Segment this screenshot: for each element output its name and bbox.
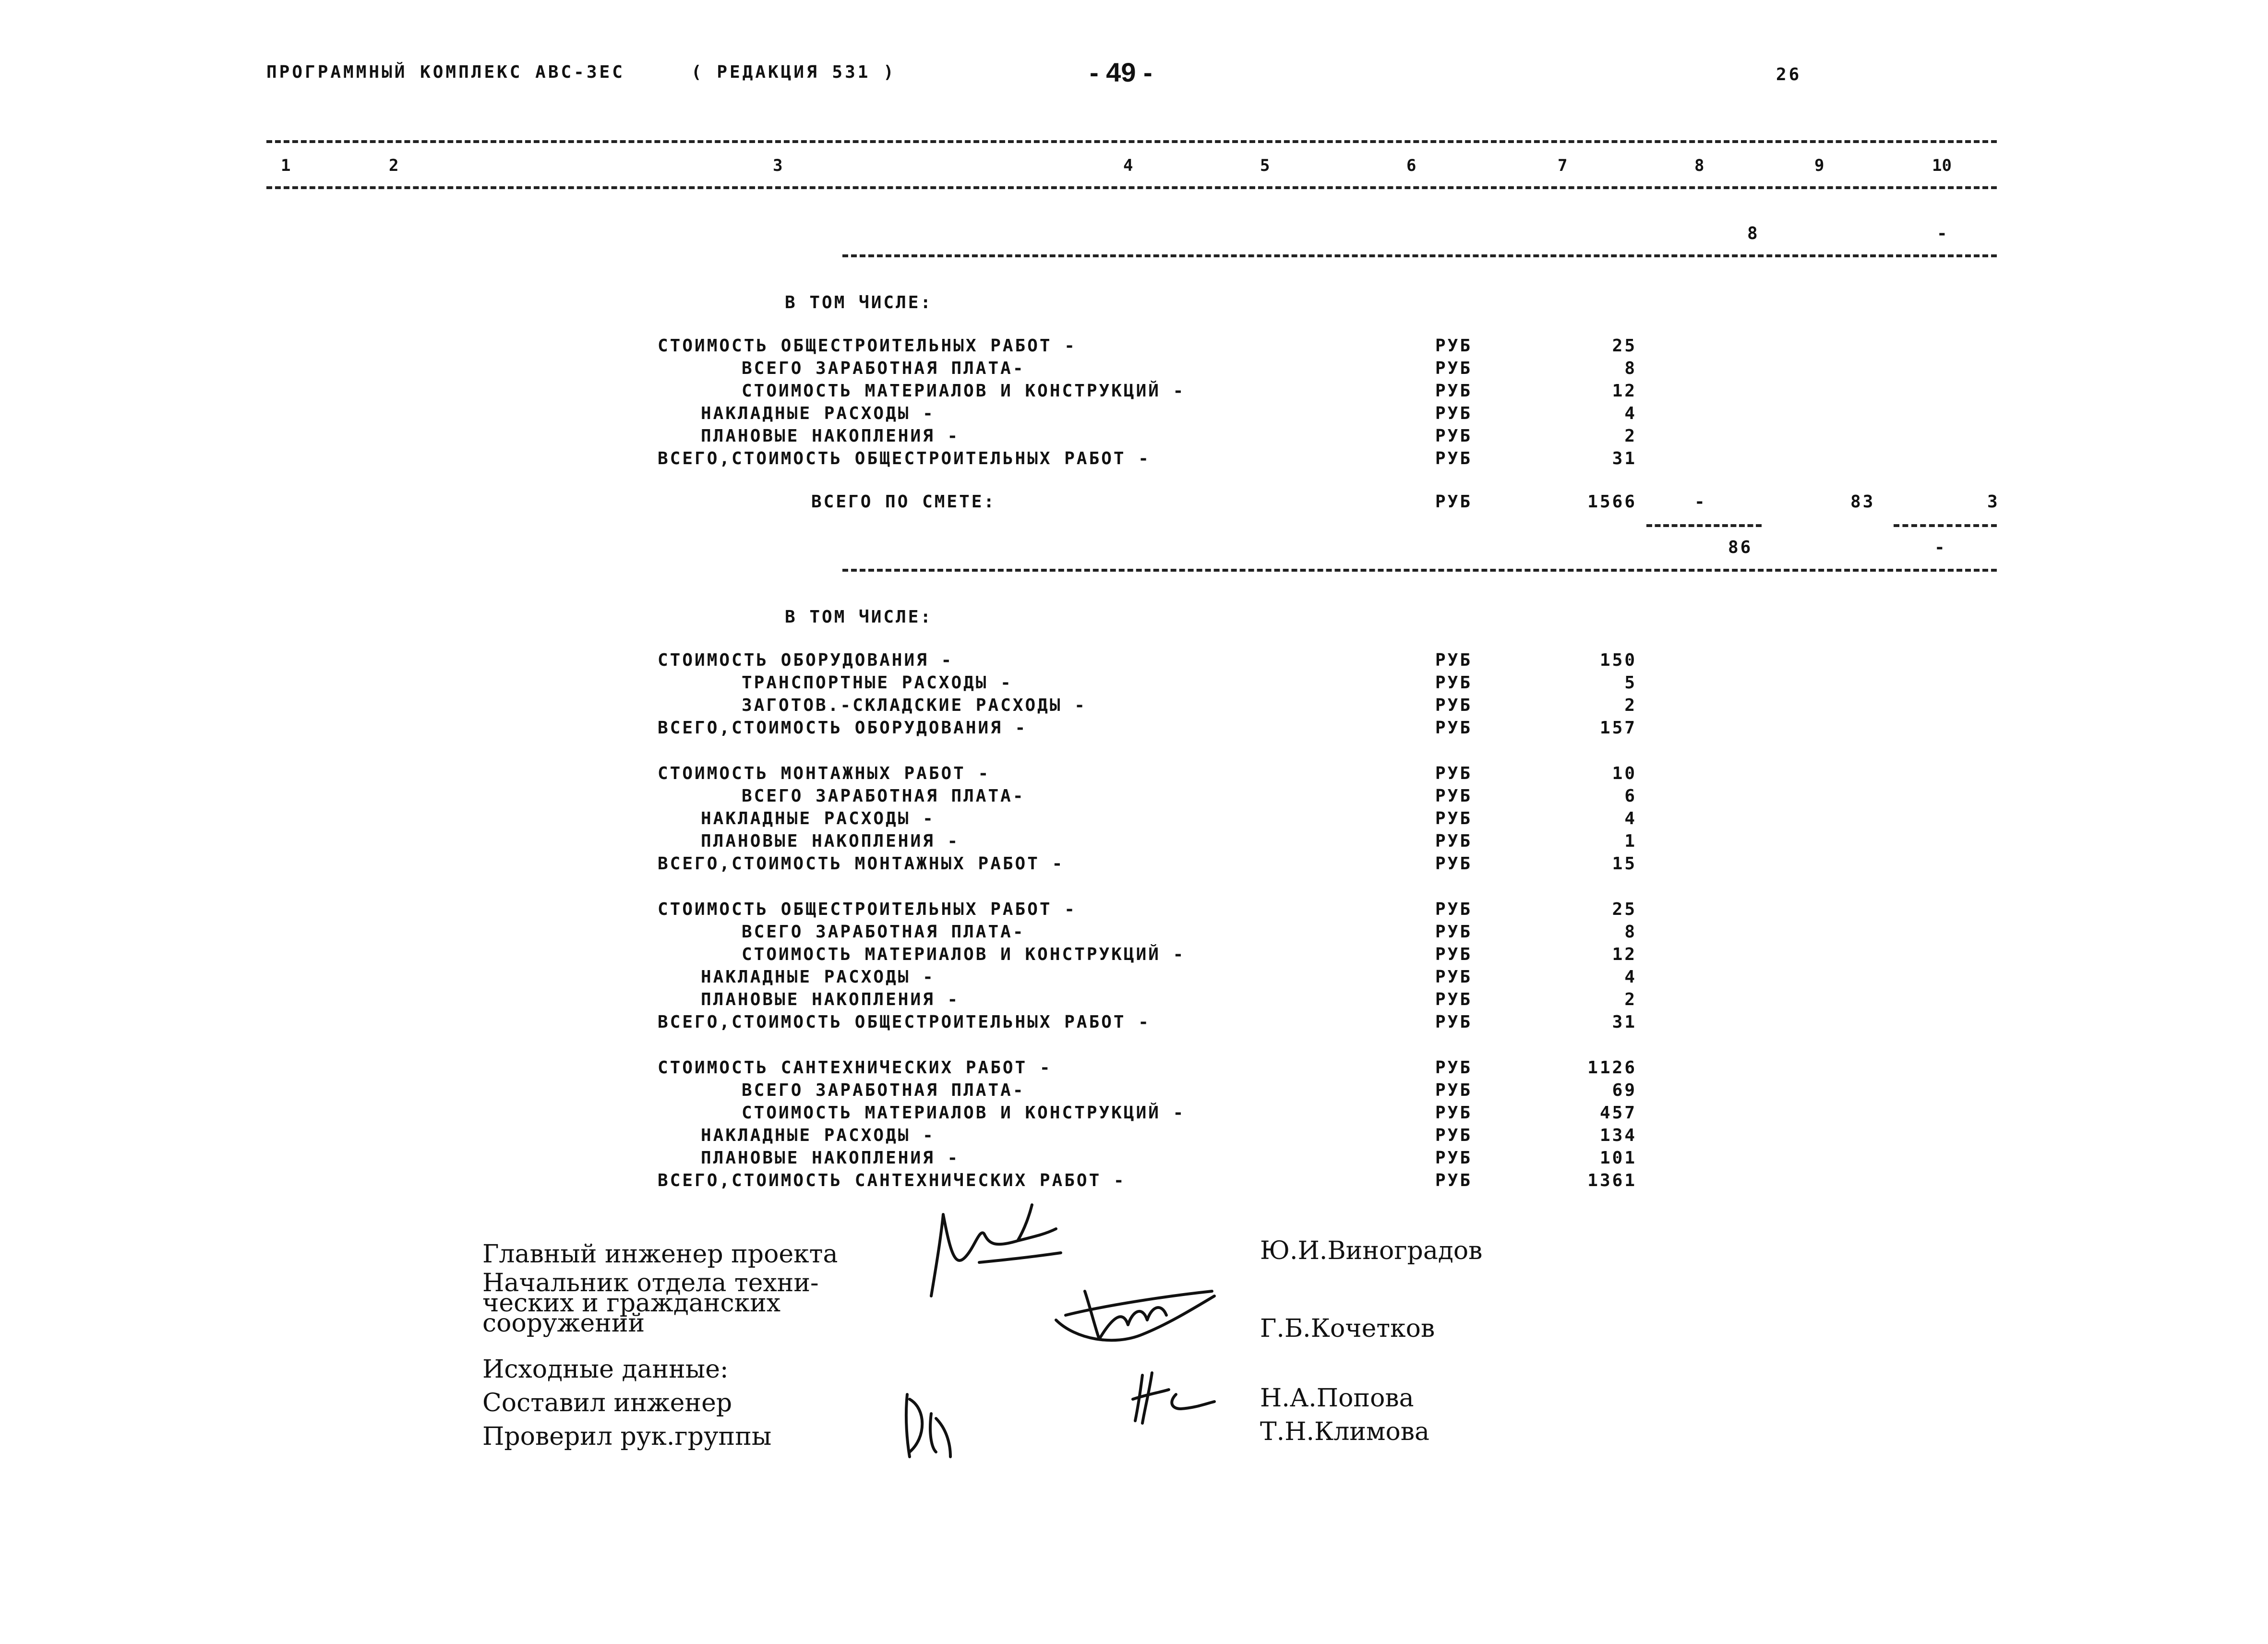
cost-value: 15 — [1612, 854, 1637, 874]
cost-row — [0, 1126, 1637, 1149]
cost-value: 31 — [1612, 1012, 1637, 1032]
cost-value: 25 — [1612, 900, 1637, 919]
cost-value: 31 — [1612, 449, 1637, 468]
cost-value: 4 — [1624, 967, 1637, 987]
cost-label: СТОИМОСТЬ МАТЕРИАЛОВ И КОНСТРУКЦИЙ - — [742, 381, 1186, 401]
cost-unit: РУБ — [1435, 1126, 1473, 1145]
cost-label: СТОИМОСТЬ МАТЕРИАЛОВ И КОНСТРУКЦИЙ - — [742, 1103, 1186, 1123]
cost-value: 12 — [1612, 945, 1637, 964]
cost-value: 8 — [1624, 922, 1637, 942]
cost-value: 5 — [1624, 673, 1637, 693]
cost-row — [0, 336, 1637, 359]
cost-row — [0, 404, 1637, 427]
cost-label: ТРАНСПОРТНЫЕ РАСХОДЫ - — [742, 673, 1013, 693]
column-number: 6 — [1406, 156, 1416, 175]
total-value: 1566 — [1587, 492, 1637, 512]
total-col10-below: - — [1934, 538, 1947, 557]
cost-label: ВСЕГО,СТОИМОСТЬ ОБЩЕСТРОИТЕЛЬНЫХ РАБОТ - — [658, 449, 1151, 468]
cost-label: ВСЕГО,СТОИМОСТЬ ОБЩЕСТРОИТЕЛЬНЫХ РАБОТ - — [658, 1012, 1151, 1032]
cost-row — [0, 381, 1637, 404]
cost-label: ВСЕГО,СТОИМОСТЬ ОБОРУДОВАНИЯ - — [658, 718, 1028, 738]
cost-unit: РУБ — [1435, 673, 1473, 693]
column-number: 2 — [389, 156, 399, 175]
cost-value: 157 — [1599, 718, 1637, 738]
cost-unit: РУБ — [1435, 1080, 1473, 1100]
column-number: 1 — [281, 156, 291, 175]
cost-value: 1126 — [1587, 1058, 1637, 1078]
top-dashed-rule — [266, 140, 1997, 143]
section1-heading: В ТОМ ЧИСЛЕ: — [785, 293, 933, 312]
cost-unit: РУБ — [1435, 764, 1473, 783]
cost-label: ВСЕГО,СТОИМОСТЬ МОНТАЖНЫХ РАБОТ - — [658, 854, 1065, 874]
cost-value: 1 — [1624, 831, 1637, 851]
cost-row — [0, 922, 1637, 945]
cost-value: 101 — [1599, 1148, 1637, 1168]
cost-row — [0, 1171, 1637, 1194]
cost-label: ПЛАНОВЫЕ НАКОПЛЕНИЯ - — [701, 990, 960, 1009]
cost-row — [0, 809, 1637, 832]
cost-value: 12 — [1612, 381, 1637, 401]
program-title: ПРОГРАММНЫЙ КОМПЛЕКС АВС-ЗЕС — [266, 62, 625, 82]
column-number: 9 — [1814, 156, 1824, 175]
cost-label: НАКЛАДНЫЕ РАСХОДЫ - — [701, 809, 935, 828]
cost-row — [0, 696, 1637, 719]
cost-label: ВСЕГО,СТОИМОСТЬ САНТЕХНИЧЕСКИХ РАБОТ - — [658, 1171, 1126, 1190]
cost-row — [0, 1012, 1637, 1035]
signature-checker — [898, 1390, 965, 1462]
cost-unit: РУБ — [1435, 786, 1473, 806]
total-col9: 83 — [1850, 492, 1875, 512]
cost-unit: РУБ — [1435, 1058, 1473, 1078]
role-chief-engineer: Главный инженер проекта — [482, 1240, 838, 1269]
cost-label: ВСЕГО ЗАРАБОТНАЯ ПЛАТА- — [742, 786, 1025, 806]
cost-label: ВСЕГО ЗАРАБОТНАЯ ПЛАТА- — [742, 922, 1025, 942]
page-number: - 49 - — [1090, 57, 1152, 87]
cost-unit: РУБ — [1435, 922, 1473, 942]
column-number: 7 — [1558, 156, 1568, 175]
cost-row — [0, 449, 1637, 472]
cost-value: 2 — [1624, 696, 1637, 715]
cost-row — [0, 900, 1637, 923]
cost-unit: РУБ — [1435, 1148, 1473, 1168]
total-unit: РУБ — [1435, 492, 1473, 512]
edition-label: ( РЕДАКЦИЯ 531 ) — [691, 62, 896, 82]
cost-value: 2 — [1624, 990, 1637, 1009]
cost-row — [0, 1058, 1637, 1081]
cost-unit: РУБ — [1435, 718, 1473, 738]
cost-row — [0, 1148, 1637, 1171]
role-department-head: Начальник отдела техни- ческих и гражданских сооружений — [482, 1269, 819, 1338]
cost-label: СТОИМОСТЬ САНТЕХНИЧЕСКИХ РАБОТ - — [658, 1058, 1052, 1078]
cost-value: 457 — [1599, 1103, 1637, 1123]
cost-value: 150 — [1599, 650, 1637, 670]
cost-label: НАКЛАДНЫЕ РАСХОДЫ - — [701, 1126, 935, 1145]
column-number: 3 — [773, 156, 783, 175]
column-number: 4 — [1123, 156, 1133, 175]
cost-row — [0, 764, 1637, 787]
cost-unit: РУБ — [1435, 381, 1473, 401]
cost-row — [0, 1103, 1637, 1126]
cost-unit: РУБ — [1435, 945, 1473, 964]
cost-unit: РУБ — [1435, 1103, 1473, 1123]
cost-row — [0, 673, 1637, 696]
column-number: 5 — [1260, 156, 1270, 175]
cost-unit: РУБ — [1435, 990, 1473, 1009]
cost-row — [0, 1080, 1637, 1104]
cost-label: ПЛАНОВЫЕ НАКОПЛЕНИЯ - — [701, 1148, 960, 1168]
cost-label: СТОИМОСТЬ МОНТАЖНЫХ РАБОТ - — [658, 764, 991, 783]
section2-dashed-rule — [842, 569, 1997, 572]
section1-dashed-rule — [842, 254, 1997, 257]
cost-unit: РУБ — [1435, 404, 1473, 423]
cost-unit: РУБ — [1435, 449, 1473, 468]
total-col10: 3 — [1987, 492, 2000, 512]
cost-unit: РУБ — [1435, 426, 1473, 446]
name-kochetkov: Г.Б.Кочетков — [1260, 1314, 1435, 1343]
cost-value: 2 — [1624, 426, 1637, 446]
cost-label: ВСЕГО ЗАРАБОТНАЯ ПЛАТА- — [742, 1080, 1025, 1100]
cost-label: СТОИМОСТЬ ОБОРУДОВАНИЯ - — [658, 650, 954, 670]
cost-value: 10 — [1612, 764, 1637, 783]
top-mark-col8: 8 — [1747, 224, 1760, 243]
cost-unit: РУБ — [1435, 1012, 1473, 1032]
role-source-data: Исходные данные: — [482, 1355, 729, 1384]
cost-row — [0, 945, 1637, 968]
cost-label: ПЛАНОВЫЕ НАКОПЛЕНИЯ - — [701, 426, 960, 446]
header-dashed-rule — [266, 186, 1997, 189]
cost-value: 134 — [1599, 1126, 1637, 1145]
cost-row — [0, 426, 1637, 449]
col8-underline — [1646, 524, 1762, 527]
cost-unit: РУБ — [1435, 900, 1473, 919]
cost-row — [0, 359, 1637, 382]
top-mark-col10: - — [1937, 224, 1949, 243]
cost-row — [0, 831, 1637, 854]
cost-unit: РУБ — [1435, 359, 1473, 378]
column-number: 10 — [1932, 156, 1952, 175]
col10-underline — [1894, 524, 1997, 527]
cost-label: НАКЛАДНЫЕ РАСХОДЫ - — [701, 967, 935, 987]
name-popova: Н.А.Попова — [1260, 1384, 1414, 1413]
cost-label: СТОИМОСТЬ МАТЕРИАЛОВ И КОНСТРУКЦИЙ - — [742, 945, 1186, 964]
sheet-number: 26 — [1776, 65, 1802, 84]
cost-value: 1361 — [1587, 1171, 1637, 1190]
role-checked-by: Проверил рук.группы — [482, 1422, 772, 1451]
column-number: 8 — [1694, 156, 1704, 175]
cost-value: 6 — [1624, 786, 1637, 806]
cost-row — [0, 854, 1637, 877]
role-compiled-by: Составил инженер — [482, 1389, 732, 1417]
cost-unit: РУБ — [1435, 967, 1473, 987]
cost-value: 69 — [1612, 1080, 1637, 1100]
cost-unit: РУБ — [1435, 1171, 1473, 1190]
section2-heading: В ТОМ ЧИСЛЕ: — [785, 607, 933, 627]
cost-row — [0, 990, 1637, 1013]
cost-value: 4 — [1624, 404, 1637, 423]
cost-unit: РУБ — [1435, 809, 1473, 828]
cost-label: ПЛАНОВЫЕ НАКОПЛЕНИЯ - — [701, 831, 960, 851]
signature-compiler — [1123, 1366, 1219, 1428]
signature-department-head — [1046, 1277, 1224, 1358]
cost-value: 8 — [1624, 359, 1637, 378]
cost-unit: РУБ — [1435, 696, 1473, 715]
cost-label: ВСЕГО ЗАРАБОТНАЯ ПЛАТА- — [742, 359, 1025, 378]
name-vinogradov: Ю.И.Виноградов — [1260, 1236, 1483, 1265]
cost-row — [0, 786, 1637, 809]
cost-unit: РУБ — [1435, 854, 1473, 874]
total-col8-below: 86 — [1728, 538, 1753, 557]
cost-unit: РУБ — [1435, 336, 1473, 356]
cost-label: СТОИМОСТЬ ОБЩЕСТРОИТЕЛЬНЫХ РАБОТ - — [658, 900, 1077, 919]
total-row — [0, 492, 1637, 515]
cost-label: НАКЛАДНЫЕ РАСХОДЫ - — [701, 404, 935, 423]
name-klimova: Т.Н.Климова — [1260, 1417, 1430, 1446]
cost-label: СТОИМОСТЬ ОБЩЕСТРОИТЕЛЬНЫХ РАБОТ - — [658, 336, 1077, 356]
total-col8: - — [1694, 492, 1707, 512]
total-label: ВСЕГО ПО СМЕТЕ: — [811, 492, 996, 512]
cost-row — [0, 650, 1637, 673]
cost-unit: РУБ — [1435, 650, 1473, 670]
cost-row — [0, 967, 1637, 990]
cost-label: ЗАГОТОВ.-СКЛАДСКИЕ РАСХОДЫ - — [742, 696, 1087, 715]
cost-value: 4 — [1624, 809, 1637, 828]
cost-value: 25 — [1612, 336, 1637, 356]
cost-unit: РУБ — [1435, 831, 1473, 851]
cost-row — [0, 718, 1637, 741]
